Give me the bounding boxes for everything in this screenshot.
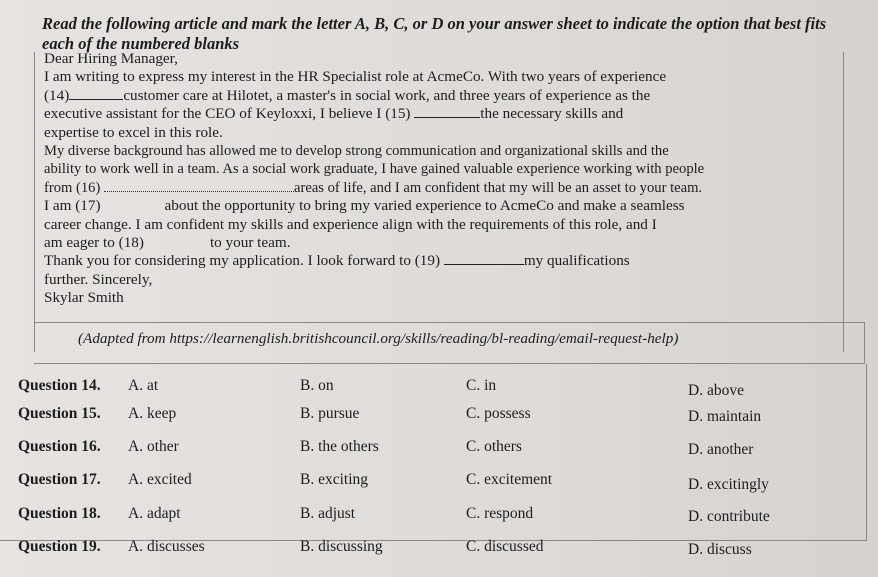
option-a[interactable]: A. at: [128, 377, 159, 394]
option-a[interactable]: A. other: [128, 438, 179, 455]
letter-line: [44, 197, 834, 215]
letter-text: from (16): [44, 179, 101, 196]
letter-text: am eager to (18): [44, 234, 144, 252]
letter-line: [44, 68, 834, 86]
letter-text: expertise to excel in this role.: [44, 123, 223, 141]
signature-name: Skylar Smith: [44, 289, 124, 307]
option-c[interactable]: C. discussed: [466, 538, 544, 555]
option-d[interactable]: D. above: [688, 382, 744, 399]
question-row: [18, 505, 878, 529]
letter-line: [44, 252, 834, 270]
blank-14: [69, 87, 123, 100]
letter-text: I am (17): [44, 197, 101, 215]
question-label: Question 18.: [18, 505, 101, 522]
blank-number-14: (14): [44, 86, 70, 104]
blank-16: [104, 181, 294, 192]
option-b[interactable]: B. adjust: [300, 505, 356, 522]
question-label: Question 16.: [18, 438, 101, 455]
question-label: Question 15.: [18, 405, 101, 422]
letter-text: My diverse background has allowed me to develop strong communication and organizational skills and the: [44, 143, 669, 160]
option-c[interactable]: C. respond: [466, 505, 534, 522]
question-label: Question 19.: [18, 538, 101, 555]
option-c[interactable]: C. others: [466, 438, 522, 455]
closing: further. Sincerely,: [44, 270, 153, 288]
letter-text: ability to work well in a team. As a social work graduate, I have gained valuable experience working with people: [44, 161, 705, 178]
question-label: Question 17.: [18, 471, 101, 488]
salutation: Dear Hiring Manager,: [44, 50, 178, 67]
option-a[interactable]: A. excited: [128, 471, 192, 488]
option-d[interactable]: D. contribute: [688, 508, 770, 525]
letter-line: [44, 87, 834, 105]
option-a[interactable]: A. adapt: [128, 505, 181, 522]
letter-line: [44, 124, 834, 142]
letter-line: [44, 105, 834, 123]
letter-line: [44, 271, 834, 289]
option-c[interactable]: C. in: [466, 377, 497, 394]
letter-text: executive assistant for the CEO of Keyloxxi, I believe I (15): [44, 105, 411, 123]
letter-text: the necessary skills and: [480, 105, 624, 123]
option-d[interactable]: D. excitingly: [688, 476, 769, 493]
letter-body: [44, 50, 834, 308]
question-row: [18, 538, 878, 562]
option-a[interactable]: A. keep: [128, 405, 177, 422]
letter-text: career change. I am confident my skills and experience align with the requirements of this role, and I: [44, 215, 657, 233]
letter-line: [44, 160, 834, 178]
question-row: [18, 471, 878, 495]
question-row: [18, 438, 878, 462]
letter-line: [44, 142, 834, 160]
letter-text: about the opportunity to bring my varied experience to AcmeCo and make a seamless: [164, 197, 685, 215]
option-b[interactable]: B. on: [300, 377, 334, 394]
question-label: Question 14.: [18, 377, 101, 394]
option-c[interactable]: C. possess: [466, 405, 531, 422]
source-citation: (Adapted from https://learnenglish.britishcouncil.org/skills/reading/bl-reading/email-request-help): [78, 330, 679, 347]
option-b[interactable]: B. exciting: [300, 471, 369, 488]
option-b[interactable]: B. discussing: [300, 538, 383, 555]
blank-15: [414, 105, 480, 118]
option-b[interactable]: B. pursue: [300, 405, 360, 422]
letter-line: [44, 216, 834, 234]
letter-text: Thank you for considering my application. I look forward to (19): [44, 252, 441, 270]
instructions-heading: Read the following article and mark the letter A, B, C, or D on your answer sheet to indicate the option that best fits each of the numbered blanks: [42, 14, 827, 53]
letter-text: my qualifications: [523, 252, 630, 270]
option-d[interactable]: D. discuss: [688, 541, 752, 558]
letter-text: to your team.: [209, 234, 291, 252]
letter-text: I am writing to express my interest in the HR Specialist role at AcmeCo. With two years of experience: [44, 68, 667, 86]
question-row: [18, 405, 878, 429]
option-b[interactable]: B. the others: [300, 438, 379, 455]
letter-line: [44, 234, 834, 252]
question-row: [18, 377, 878, 401]
option-d[interactable]: D. maintain: [688, 408, 762, 425]
letter-line: [44, 179, 834, 197]
letter-text: areas of life, and I am confident that my will be an asset to your team.: [294, 179, 703, 196]
letter-text: customer care at Hilotet, a master's in social work, and three years of experience as the: [123, 86, 651, 104]
letter-line: [44, 289, 834, 307]
option-d[interactable]: D. another: [688, 441, 754, 458]
option-a[interactable]: A. discusses: [128, 538, 205, 555]
option-c[interactable]: C. excitement: [466, 471, 553, 488]
blank-19: [444, 252, 524, 265]
